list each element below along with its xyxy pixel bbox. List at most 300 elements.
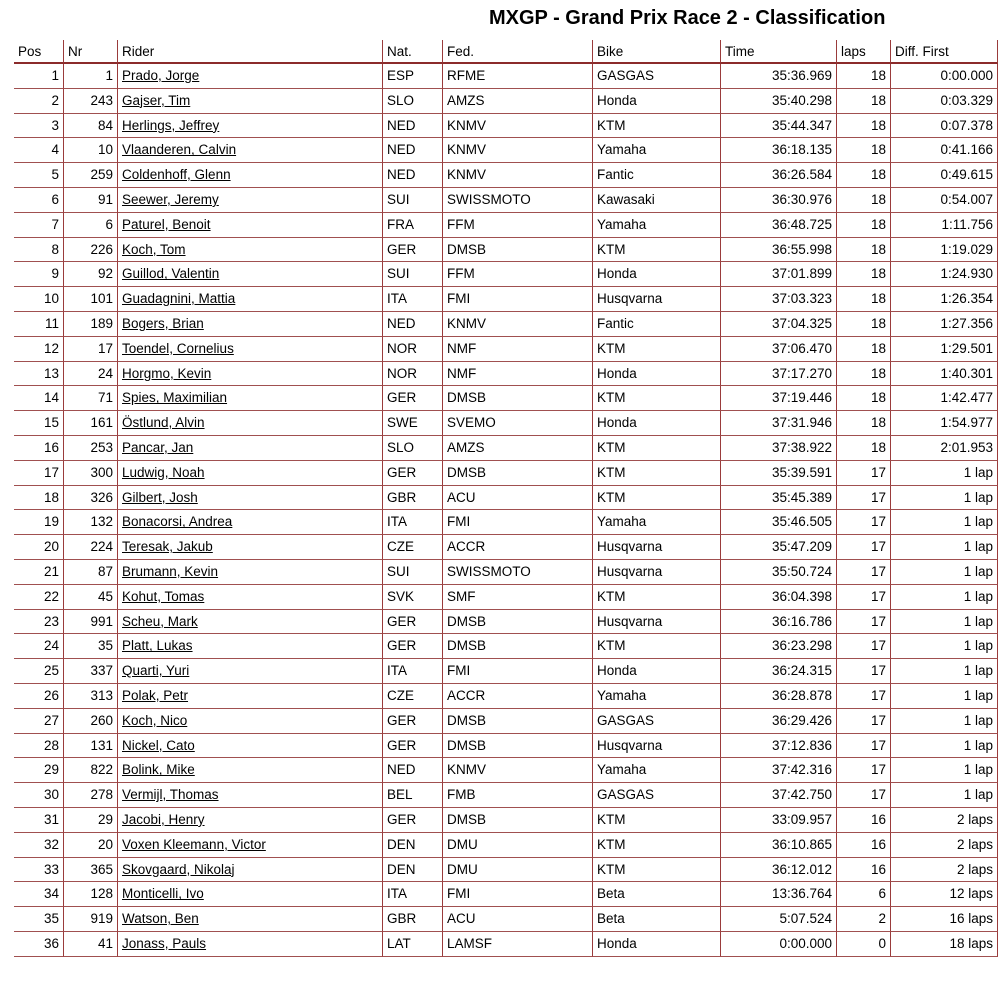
nationality-cell: LAT <box>383 932 443 957</box>
rider-link[interactable]: Nickel, Cato <box>122 737 195 753</box>
federation-cell: KNMV <box>443 138 593 163</box>
nationality-cell: GER <box>383 634 443 659</box>
federation-cell: FMI <box>443 659 593 684</box>
rider-link[interactable]: Pancar, Jan <box>122 439 194 455</box>
laps-cell: 18 <box>837 312 891 337</box>
bike-cell: Yamaha <box>593 684 721 709</box>
bike-cell: Kawasaki <box>593 188 721 213</box>
time-cell: 36:30.976 <box>721 188 837 213</box>
diff-first-cell: 1 lap <box>891 585 998 610</box>
rider-link[interactable]: Monticelli, Ivo <box>122 886 204 902</box>
rider-link[interactable]: Kohut, Tomas <box>122 588 205 604</box>
laps-cell: 17 <box>837 585 891 610</box>
federation-cell: DMU <box>443 858 593 883</box>
laps-cell: 17 <box>837 486 891 511</box>
nationality-cell: ITA <box>383 287 443 312</box>
time-cell: 37:31.946 <box>721 411 837 436</box>
table-row <box>14 709 998 734</box>
federation-cell: KNMV <box>443 758 593 783</box>
time-cell: 37:19.446 <box>721 386 837 411</box>
rider-link[interactable]: Guillod, Valentin <box>122 266 220 282</box>
federation-cell: RFME <box>443 64 593 89</box>
rider-link[interactable]: Prado, Jorge <box>122 68 200 83</box>
number-cell: 24 <box>64 362 118 387</box>
table-row <box>14 436 998 461</box>
laps-cell: 17 <box>837 461 891 486</box>
bike-cell: Honda <box>593 932 721 957</box>
time-cell: 35:47.209 <box>721 535 837 560</box>
rider-link[interactable]: Koch, Tom <box>122 241 186 257</box>
federation-cell: FMI <box>443 287 593 312</box>
nationality-cell: NED <box>383 312 443 337</box>
rider-cell <box>118 858 383 883</box>
rider-link[interactable]: Watson, Ben <box>122 911 199 927</box>
time-cell: 36:04.398 <box>721 585 837 610</box>
rider-link[interactable]: Gajser, Tim <box>122 92 191 108</box>
table-row <box>14 411 998 436</box>
time-cell: 36:10.865 <box>721 833 837 858</box>
laps-cell: 18 <box>837 386 891 411</box>
table-row <box>14 386 998 411</box>
table-row <box>14 907 998 932</box>
laps-cell: 18 <box>837 163 891 188</box>
rider-link[interactable]: Paturel, Benoit <box>122 216 211 232</box>
position-cell: 21 <box>14 560 64 585</box>
laps-cell: 6 <box>837 882 891 907</box>
col-header-fed[interactable]: Fed. <box>443 40 593 64</box>
time-cell: 35:45.389 <box>721 486 837 511</box>
rider-link[interactable]: Bogers, Brian <box>122 315 204 331</box>
laps-cell: 18 <box>837 213 891 238</box>
rider-link[interactable]: Jonass, Pauls <box>122 935 207 951</box>
time-cell: 36:16.786 <box>721 610 837 635</box>
number-cell: 260 <box>64 709 118 734</box>
table-row <box>14 213 998 238</box>
table-row <box>14 362 998 387</box>
time-cell: 37:04.325 <box>721 312 837 337</box>
federation-cell: ACU <box>443 907 593 932</box>
rider-link[interactable]: Vlaanderen, Calvin <box>122 142 237 158</box>
rider-link[interactable]: Bonacorsi, Andrea <box>122 514 233 530</box>
position-cell: 17 <box>14 461 64 486</box>
laps-cell: 18 <box>837 262 891 287</box>
bike-cell: KTM <box>593 858 721 883</box>
bike-cell: Honda <box>593 262 721 287</box>
nationality-cell: GER <box>383 386 443 411</box>
rider-link[interactable]: Polak, Petr <box>122 687 189 703</box>
nationality-cell: NOR <box>383 362 443 387</box>
nationality-cell: ESP <box>383 64 443 89</box>
bike-cell: Fantic <box>593 163 721 188</box>
time-cell: 36:29.426 <box>721 709 837 734</box>
nationality-cell: GER <box>383 238 443 263</box>
diff-first-cell: 1:54.977 <box>891 411 998 436</box>
bike-cell: Husqvarna <box>593 734 721 759</box>
number-cell: 35 <box>64 634 118 659</box>
position-cell: 20 <box>14 535 64 560</box>
bike-cell: Yamaha <box>593 510 721 535</box>
time-cell: 36:55.998 <box>721 238 837 263</box>
table-row <box>14 932 998 957</box>
rider-link[interactable]: Toendel, Cornelius <box>122 340 234 356</box>
rider-link[interactable]: Skovgaard, Nikolaj <box>122 861 235 877</box>
time-cell: 35:50.724 <box>721 560 837 585</box>
rider-link[interactable]: Seewer, Jeremy <box>122 191 219 207</box>
position-cell: 4 <box>14 138 64 163</box>
diff-first-cell: 1 lap <box>891 560 998 585</box>
number-cell: 29 <box>64 808 118 833</box>
rider-cell <box>118 510 383 535</box>
position-cell: 16 <box>14 436 64 461</box>
rider-link[interactable]: Herlings, Jeffrey <box>122 117 220 133</box>
laps-cell: 17 <box>837 659 891 684</box>
position-cell: 28 <box>14 734 64 759</box>
rider-cell <box>118 362 383 387</box>
rider-cell <box>118 411 383 436</box>
rider-link[interactable]: Horgmo, Kevin <box>122 365 212 381</box>
bike-cell: KTM <box>593 238 721 263</box>
diff-first-cell: 1 lap <box>891 486 998 511</box>
number-cell: 189 <box>64 312 118 337</box>
federation-cell: ACCR <box>443 684 593 709</box>
time-cell: 37:12.836 <box>721 734 837 759</box>
rider-link[interactable]: Ludwig, Noah <box>122 464 205 480</box>
diff-first-cell: 18 laps <box>891 932 998 957</box>
rider-cell <box>118 585 383 610</box>
position-cell: 33 <box>14 858 64 883</box>
rider-link[interactable]: Quarti, Yuri <box>122 663 190 679</box>
position-cell: 10 <box>14 287 64 312</box>
number-cell: 822 <box>64 758 118 783</box>
number-cell: 337 <box>64 659 118 684</box>
table-row <box>14 89 998 114</box>
page-title-bar <box>0 4 1000 34</box>
federation-cell: NMF <box>443 337 593 362</box>
laps-cell: 16 <box>837 833 891 858</box>
diff-first-cell: 1 lap <box>891 659 998 684</box>
time-cell: 36:26.584 <box>721 163 837 188</box>
diff-first-cell: 1 lap <box>891 734 998 759</box>
nationality-cell: GER <box>383 808 443 833</box>
federation-cell: NMF <box>443 362 593 387</box>
rider-link[interactable]: Östlund, Alvin <box>122 415 205 431</box>
laps-cell: 16 <box>837 808 891 833</box>
position-cell: 5 <box>14 163 64 188</box>
rider-cell <box>118 461 383 486</box>
number-cell: 1 <box>64 64 118 89</box>
rider-cell <box>118 486 383 511</box>
number-cell: 41 <box>64 932 118 957</box>
laps-cell: 18 <box>837 287 891 312</box>
number-cell: 919 <box>64 907 118 932</box>
table-row <box>14 758 998 783</box>
table-row <box>14 808 998 833</box>
position-cell: 22 <box>14 585 64 610</box>
rider-cell <box>118 932 383 957</box>
time-cell: 35:36.969 <box>721 64 837 89</box>
rider-link[interactable]: Teresak, Jakub <box>122 539 213 555</box>
number-cell: 365 <box>64 858 118 883</box>
diff-first-cell: 0:07.378 <box>891 114 998 139</box>
col-header-time[interactable]: Time <box>721 40 837 64</box>
laps-cell: 17 <box>837 684 891 709</box>
number-cell: 92 <box>64 262 118 287</box>
position-cell: 14 <box>14 386 64 411</box>
number-cell: 131 <box>64 734 118 759</box>
laps-cell: 18 <box>837 411 891 436</box>
rider-cell <box>118 758 383 783</box>
time-cell: 37:03.323 <box>721 287 837 312</box>
federation-cell: DMSB <box>443 386 593 411</box>
bike-cell: KTM <box>593 461 721 486</box>
number-cell: 128 <box>64 882 118 907</box>
time-cell: 35:44.347 <box>721 114 837 139</box>
time-cell: 35:46.505 <box>721 510 837 535</box>
nationality-cell: GBR <box>383 486 443 511</box>
position-cell: 7 <box>14 213 64 238</box>
time-cell: 37:42.316 <box>721 758 837 783</box>
table-row <box>14 287 998 312</box>
rider-link[interactable]: Platt, Lukas <box>122 638 193 654</box>
time-cell: 36:24.315 <box>721 659 837 684</box>
position-cell: 31 <box>14 808 64 833</box>
rider-link[interactable]: Spies, Maximilian <box>122 390 228 406</box>
position-cell: 32 <box>14 833 64 858</box>
diff-first-cell: 1 lap <box>891 783 998 808</box>
table-row <box>14 486 998 511</box>
bike-cell: Beta <box>593 882 721 907</box>
bike-cell: KTM <box>593 114 721 139</box>
diff-first-cell: 1:27.356 <box>891 312 998 337</box>
bike-cell: KTM <box>593 386 721 411</box>
diff-first-cell: 0:54.007 <box>891 188 998 213</box>
table-row <box>14 734 998 759</box>
number-cell: 87 <box>64 560 118 585</box>
page-title: MXGP - Grand Prix Race 2 - Classification <box>489 7 886 29</box>
table-row <box>14 610 998 635</box>
federation-cell: DMSB <box>443 709 593 734</box>
bike-cell: GASGAS <box>593 64 721 89</box>
bike-cell: Husqvarna <box>593 560 721 585</box>
time-cell: 37:06.470 <box>721 337 837 362</box>
nationality-cell: ITA <box>383 510 443 535</box>
col-header-bike[interactable]: Bike <box>593 40 721 64</box>
col-header-nat[interactable]: Nat. <box>383 40 443 64</box>
federation-cell: SMF <box>443 585 593 610</box>
laps-cell: 18 <box>837 436 891 461</box>
federation-cell: DMSB <box>443 808 593 833</box>
col-header-diff[interactable]: Diff. First <box>891 40 998 64</box>
federation-cell: KNMV <box>443 114 593 139</box>
number-cell: 10 <box>64 138 118 163</box>
position-cell: 24 <box>14 634 64 659</box>
diff-first-cell: 1:19.029 <box>891 238 998 263</box>
diff-first-cell: 1 lap <box>891 461 998 486</box>
rider-link[interactable]: Vermijl, Thomas <box>122 787 219 803</box>
federation-cell: FMI <box>443 882 593 907</box>
nationality-cell: SVK <box>383 585 443 610</box>
nationality-cell: SLO <box>383 89 443 114</box>
diff-first-cell: 2 laps <box>891 858 998 883</box>
rider-link[interactable]: Koch, Nico <box>122 712 188 728</box>
rider-link[interactable]: Voxen Kleemann, Victor <box>122 836 266 852</box>
diff-first-cell: 16 laps <box>891 907 998 932</box>
rider-cell <box>118 783 383 808</box>
bike-cell: KTM <box>593 833 721 858</box>
table-row <box>14 238 998 263</box>
rider-link[interactable]: Guadagnini, Mattia <box>122 291 236 307</box>
rider-link[interactable]: Brumann, Kevin <box>122 563 219 579</box>
rider-cell <box>118 684 383 709</box>
diff-first-cell: 1 lap <box>891 634 998 659</box>
position-cell: 25 <box>14 659 64 684</box>
nationality-cell: NED <box>383 114 443 139</box>
rider-link[interactable]: Jacobi, Henry <box>122 811 205 827</box>
diff-first-cell: 1:24.930 <box>891 262 998 287</box>
position-cell: 35 <box>14 907 64 932</box>
rider-cell <box>118 138 383 163</box>
time-cell: 35:39.591 <box>721 461 837 486</box>
table-row <box>14 882 998 907</box>
bike-cell: Husqvarna <box>593 610 721 635</box>
table-row <box>14 535 998 560</box>
bike-cell: KTM <box>593 436 721 461</box>
laps-cell: 0 <box>837 932 891 957</box>
rider-cell <box>118 535 383 560</box>
bike-cell: Beta <box>593 907 721 932</box>
number-cell: 101 <box>64 287 118 312</box>
diff-first-cell: 1 lap <box>891 510 998 535</box>
rider-cell <box>118 386 383 411</box>
diff-first-cell: 1 lap <box>891 709 998 734</box>
time-cell: 35:40.298 <box>721 89 837 114</box>
time-cell: 37:42.750 <box>721 783 837 808</box>
diff-first-cell: 1:42.477 <box>891 386 998 411</box>
nationality-cell: GER <box>383 610 443 635</box>
federation-cell: FFM <box>443 213 593 238</box>
bike-cell: Yamaha <box>593 758 721 783</box>
number-cell: 17 <box>64 337 118 362</box>
table-row <box>14 461 998 486</box>
time-cell: 37:17.270 <box>721 362 837 387</box>
rider-cell <box>118 808 383 833</box>
col-header-rider[interactable]: Rider <box>118 40 383 64</box>
classification-rows <box>14 64 998 957</box>
nationality-cell: DEN <box>383 833 443 858</box>
bike-cell: Yamaha <box>593 138 721 163</box>
diff-first-cell: 0:03.329 <box>891 89 998 114</box>
laps-cell: 17 <box>837 510 891 535</box>
bike-cell: KTM <box>593 337 721 362</box>
rider-link[interactable]: Bolink, Mike <box>122 762 195 778</box>
position-cell: 15 <box>14 411 64 436</box>
rider-cell <box>118 337 383 362</box>
nationality-cell: SLO <box>383 436 443 461</box>
header-row <box>14 40 998 64</box>
bike-cell: Honda <box>593 89 721 114</box>
bike-cell: KTM <box>593 486 721 511</box>
rider-link[interactable]: Scheu, Mark <box>122 613 198 629</box>
table-row <box>14 163 998 188</box>
position-cell: 30 <box>14 783 64 808</box>
number-cell: 226 <box>64 238 118 263</box>
number-cell: 313 <box>64 684 118 709</box>
col-header-nr[interactable]: Nr <box>64 40 118 64</box>
position-cell: 34 <box>14 882 64 907</box>
number-cell: 253 <box>64 436 118 461</box>
laps-cell: 17 <box>837 634 891 659</box>
bike-cell: KTM <box>593 585 721 610</box>
time-cell: 5:07.524 <box>721 907 837 932</box>
position-cell: 29 <box>14 758 64 783</box>
number-cell: 243 <box>64 89 118 114</box>
rider-cell <box>118 64 383 89</box>
number-cell: 259 <box>64 163 118 188</box>
time-cell: 37:38.922 <box>721 436 837 461</box>
rider-cell <box>118 188 383 213</box>
table-row <box>14 312 998 337</box>
nationality-cell: NOR <box>383 337 443 362</box>
diff-first-cell: 1 lap <box>891 535 998 560</box>
number-cell: 224 <box>64 535 118 560</box>
diff-first-cell: 2:01.953 <box>891 436 998 461</box>
nationality-cell: GER <box>383 709 443 734</box>
rider-cell <box>118 287 383 312</box>
laps-cell: 18 <box>837 188 891 213</box>
nationality-cell: FRA <box>383 213 443 238</box>
nationality-cell: DEN <box>383 858 443 883</box>
nationality-cell: SUI <box>383 188 443 213</box>
laps-cell: 16 <box>837 858 891 883</box>
bike-cell: Honda <box>593 659 721 684</box>
table-row <box>14 114 998 139</box>
col-header-pos[interactable]: Pos <box>14 40 64 64</box>
bike-cell: Husqvarna <box>593 535 721 560</box>
laps-cell: 2 <box>837 907 891 932</box>
diff-first-cell: 2 laps <box>891 808 998 833</box>
bike-cell: GASGAS <box>593 783 721 808</box>
position-cell: 23 <box>14 610 64 635</box>
laps-cell: 18 <box>837 337 891 362</box>
position-cell: 36 <box>14 932 64 957</box>
nationality-cell: NED <box>383 163 443 188</box>
position-cell: 12 <box>14 337 64 362</box>
time-cell: 36:48.725 <box>721 213 837 238</box>
position-cell: 26 <box>14 684 64 709</box>
federation-cell: FMB <box>443 783 593 808</box>
nationality-cell: CZE <box>383 684 443 709</box>
table-row <box>14 634 998 659</box>
position-cell: 13 <box>14 362 64 387</box>
rider-cell <box>118 436 383 461</box>
diff-first-cell: 2 laps <box>891 833 998 858</box>
laps-cell: 17 <box>837 783 891 808</box>
rider-cell <box>118 907 383 932</box>
table-row <box>14 337 998 362</box>
nationality-cell: SUI <box>383 560 443 585</box>
number-cell: 45 <box>64 585 118 610</box>
rider-link[interactable]: Coldenhoff, Glenn <box>122 167 231 183</box>
number-cell: 84 <box>64 114 118 139</box>
rider-cell <box>118 312 383 337</box>
col-header-laps[interactable]: laps <box>837 40 891 64</box>
rider-cell <box>118 734 383 759</box>
diff-first-cell: 1:40.301 <box>891 362 998 387</box>
rider-cell <box>118 634 383 659</box>
bike-cell: KTM <box>593 634 721 659</box>
laps-cell: 18 <box>837 114 891 139</box>
rider-link[interactable]: Gilbert, Josh <box>122 489 198 505</box>
